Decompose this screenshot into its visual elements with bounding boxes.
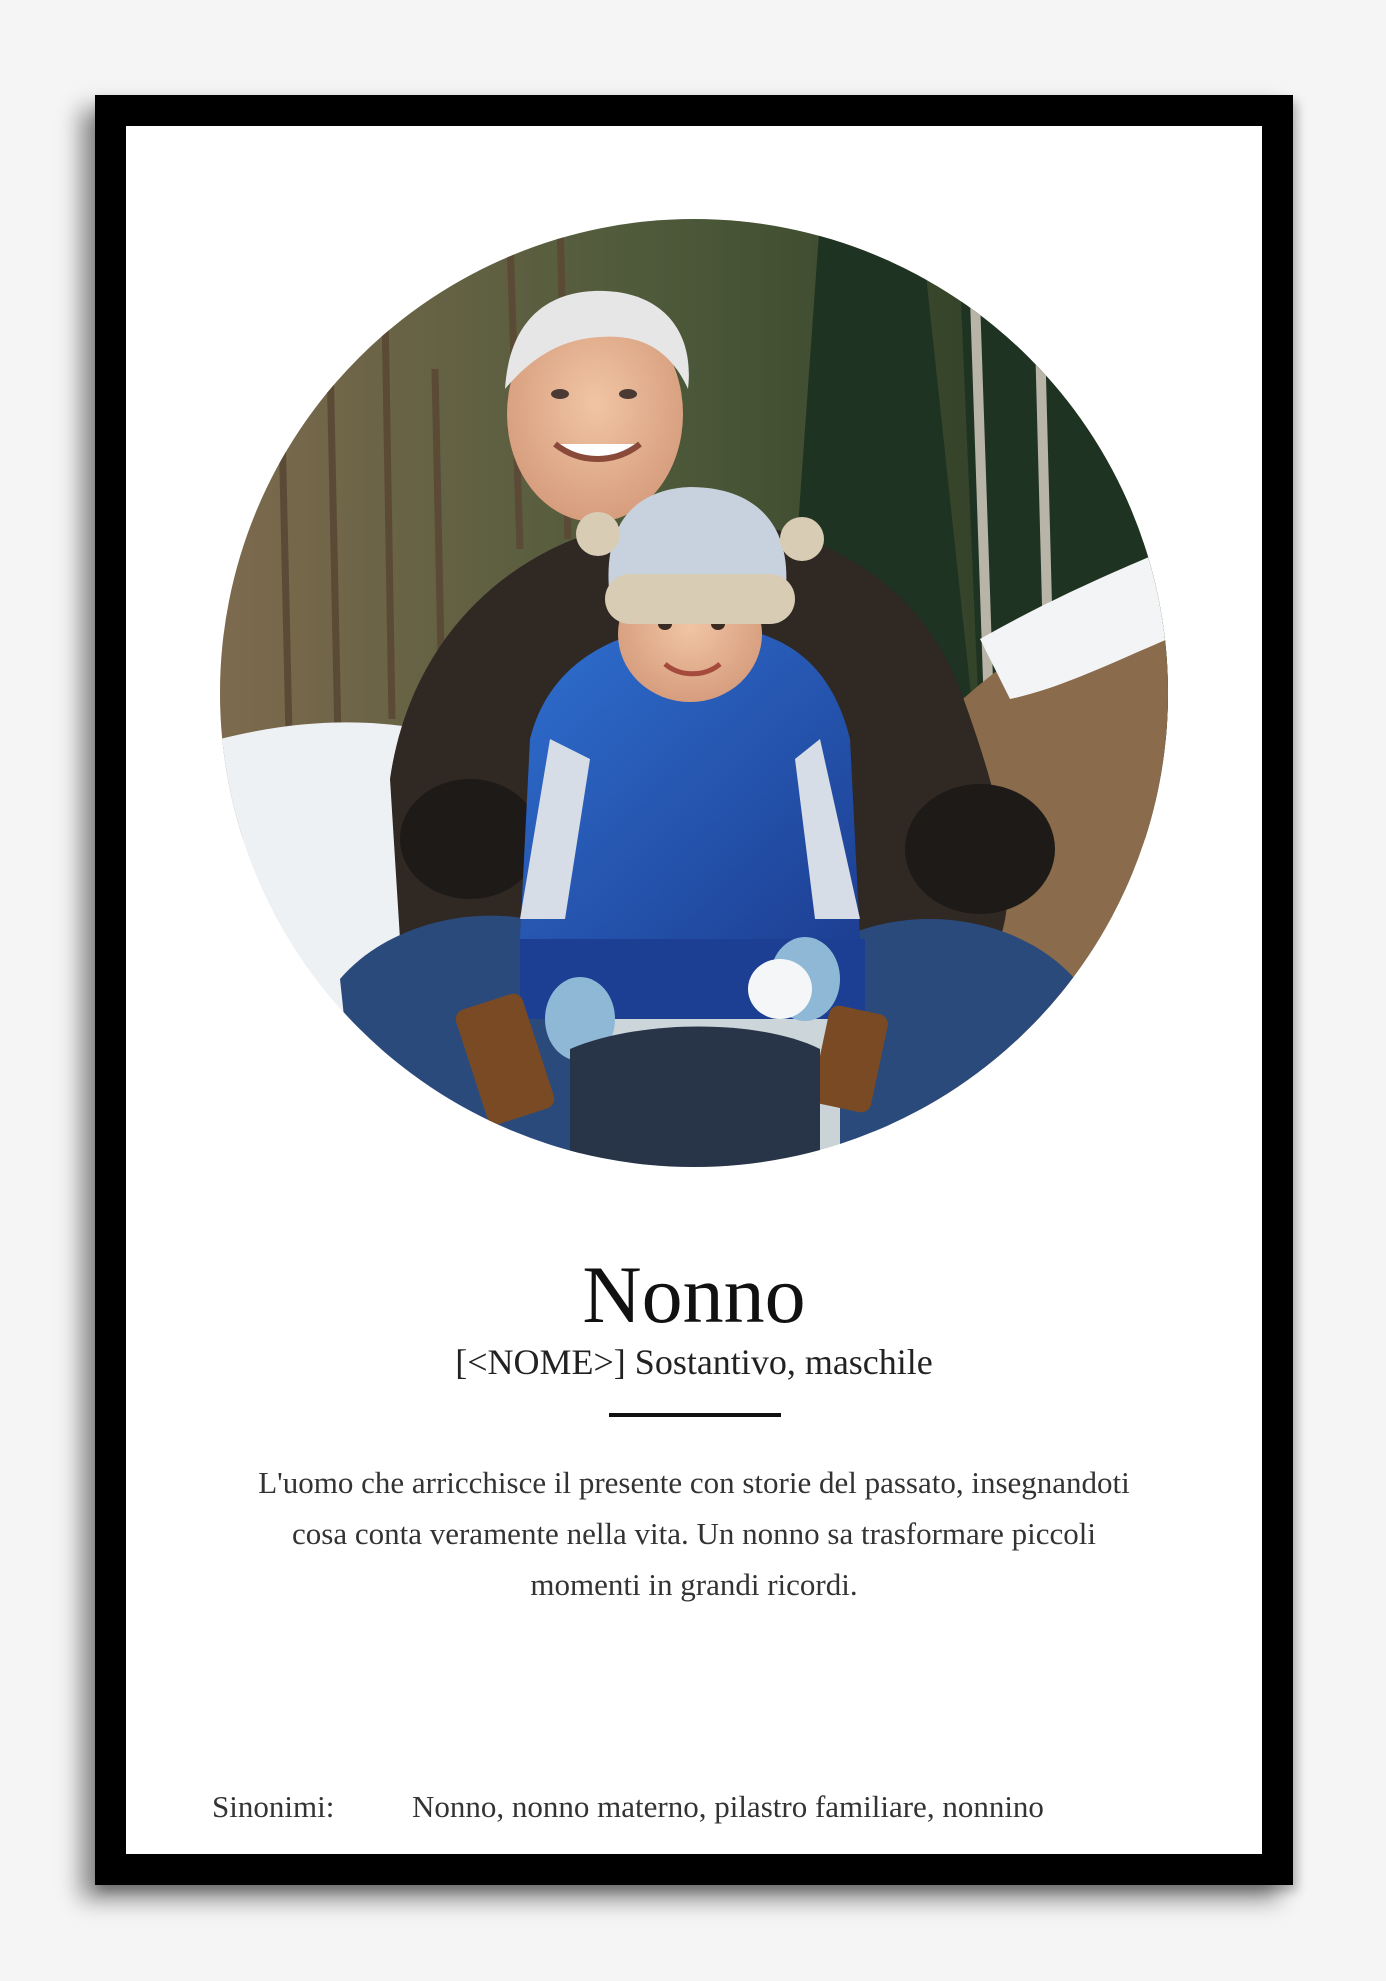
- poster-paper: [126, 126, 1262, 1854]
- grammar-note: [<NOME>] Sostantivo, maschile: [455, 1342, 933, 1382]
- circular-photo: [220, 219, 1168, 1167]
- synonyms-value: Nonno, nonno materno, pilastro familiare, nonnino: [412, 1789, 1044, 1824]
- grandfather-and-child-photo: [220, 219, 1168, 1167]
- synonyms-label: Sinonimi:: [212, 1789, 335, 1824]
- headword: Nonno: [582, 1249, 806, 1340]
- definition-text: L'uomo che arricchisce il presente con storie del passato, insegnandoti cosa conta veramente nella vita. Un nonno sa trasformare piccoli momenti in grandi ricordi.: [258, 1465, 1130, 1602]
- divider: [609, 1413, 781, 1417]
- poster-frame: [95, 95, 1293, 1885]
